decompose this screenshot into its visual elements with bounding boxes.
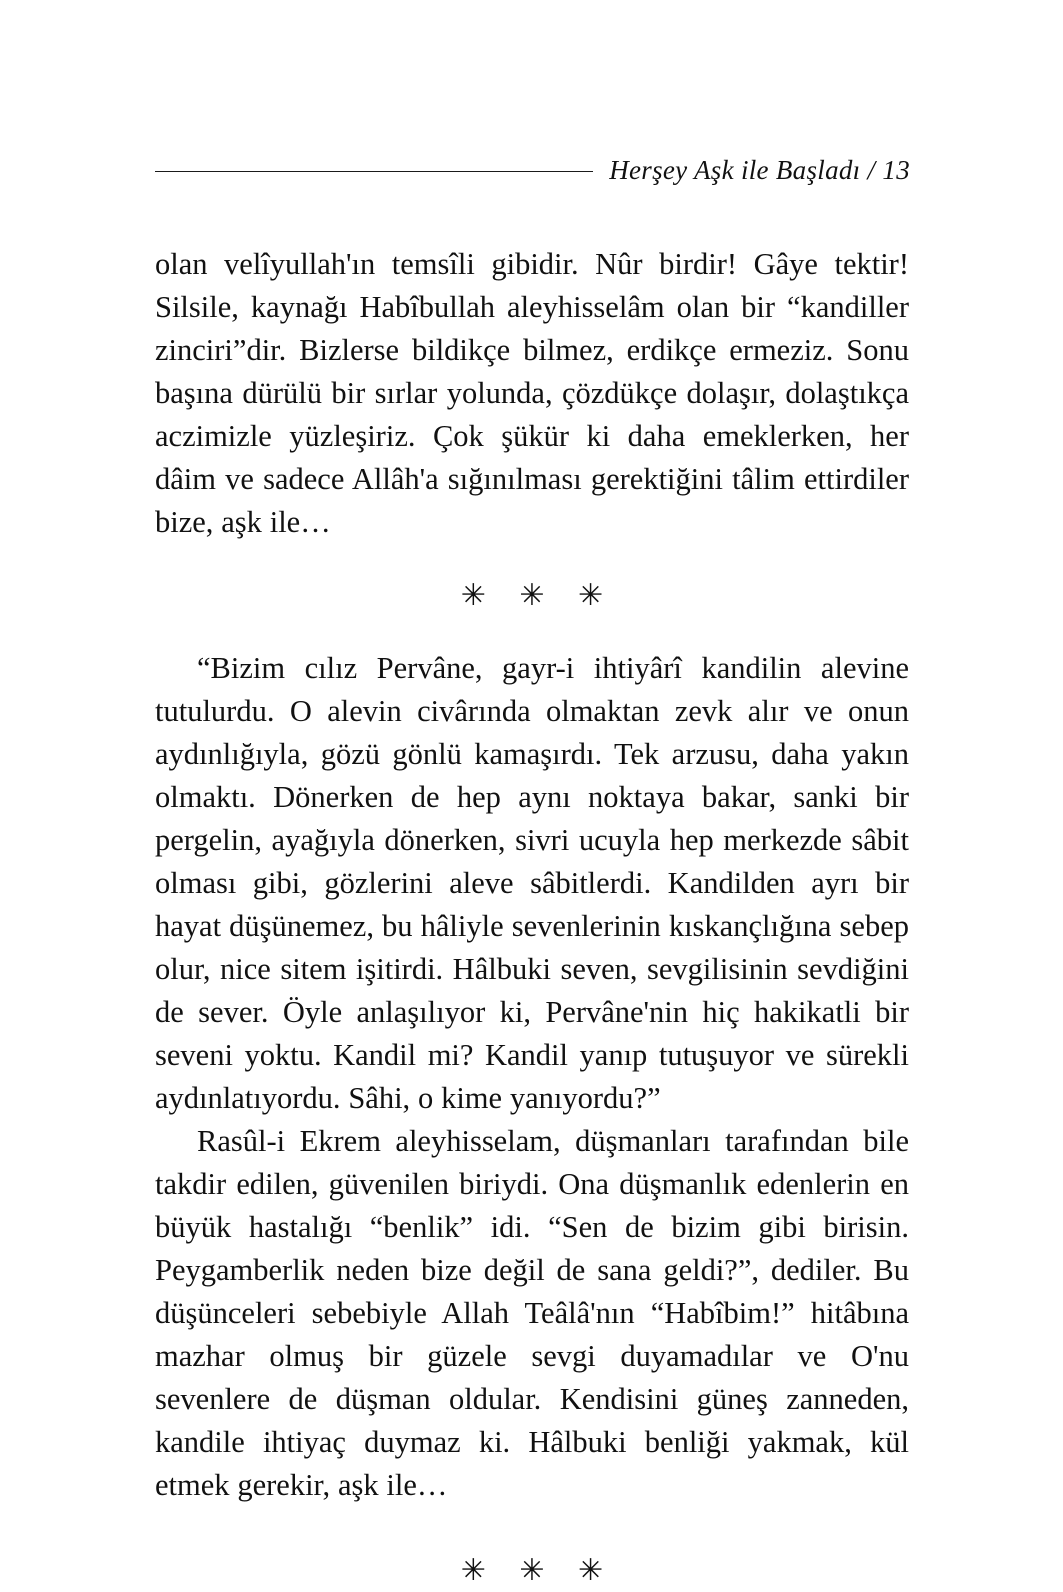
running-head [155, 150, 910, 190]
paragraph-2: “Bizim cılız Pervâne, gayr-i ihtiyârî kandilin alevine tutulurdu. O alevin civârında olmaktan zevk alır ve onun aydınlığıyla, gözü gönlü kamaşırdı. Tek arzusu, daha yakın olmaktı. Dönerken de hep aynı noktaya bakar, sanki bir pergelin, ayağıyla dönerken, sivri ucuyla hep merkezde sâbit olması gibi, gözlerini aleve sâbitlerdi. Kandilden ayrı bir hayat düşünemez, bu hâliyle sevenlerinin kıskançlığına sebep olur, nice sitem işitirdi. Hâlbuki seven, sevgilisinin sevdiğini de sever. Öyle anlaşılıyor ki, Pervâne'nin hiç hakikatli bir seveni yoktu. Kandil mi? Kandil yanıp tutuşuyor ve sürekli aydınlatıyordu. Sâhi, o kime yanıyordu?” [155, 651, 909, 1115]
paragraph-3: Rasûl-i Ekrem aleyhisselam, düşmanları tarafından bile takdir edilen, güvenilen biriydi. Ona düşmanlık edenlerin en büyük hastalığı “benlik” idi. “Sen de bizim gibi birisin. Peygamberlik neden bize değil de sana geldi?”, dediler. Bu düşünceleri sebebiyle Allah Teâlâ'nın “Habîbim!” hitâbına mazhar olmuş bir güzele sevgi duyamadılar ve O'nu sevenlere de düşman oldular. Kendisini güneş zanneden, kandile ihtiyaç duymaz ki. Hâlbuki benliği yakmak, kül etmek gerekir, aşk ile… [155, 1124, 909, 1502]
paragraph-1: olan velîyullah'ın temsîli gibidir. Nûr birdir! Gâye tektir! Silsile, kaynağı Habîbullah aleyhisselâm olan bir “kandiller zinciri”dir. Bizlerse bildikçe bilmez, erdikçe ermeziz. Sonu başına dürülü bir sırlar yolunda, çözdükçe dolaşır, dolaştıkça aczimizle yüzleşiriz. Çok şükür ki daha emeklerken, her dâim ve sadece Allâh'a sığınılması gerektiğini tâlim ettirdiler bize, aşk ile… [155, 247, 909, 539]
section-separator-bottom: ✳ ✳ ✳ [460, 1554, 617, 1587]
header-rule-divider [155, 171, 593, 172]
section-separator-top: ✳ ✳ ✳ [460, 579, 617, 612]
running-head-title: Herşey Aşk ile Başladı / 13 [609, 154, 910, 185]
body-text-block [155, 243, 909, 1592]
